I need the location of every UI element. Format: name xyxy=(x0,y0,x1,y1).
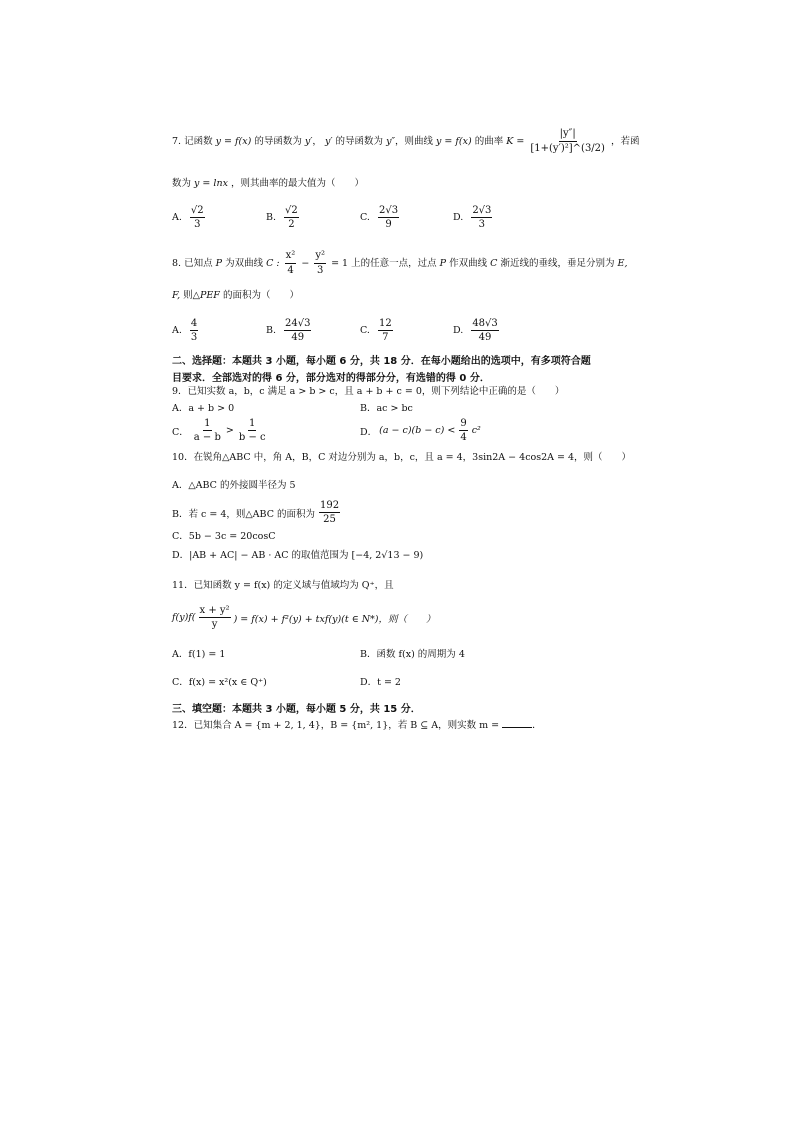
q10-option-d: D．|AB + AC| − AB · AC 的取值范围为 [−4, 2√13 − 9) xyxy=(172,550,424,561)
q11-equation: f(y)f( $\frac{\text{x + y²}}{y}$ ) = f(x) + f²(y) + txf(y)(t ∈ N*)，则（ ） xyxy=(172,605,436,630)
q8-line2: F, 则△PEF 的面积为（ ） xyxy=(172,290,299,301)
q7-option-d: D. $\frac{2√3}{3}$ xyxy=(453,205,492,230)
section-2-heading-line1: 二、选择题：本题共 3 小题，每小题 6 分，共 18 分．在每小题给出的选项中，有多项符合题 xyxy=(172,356,591,367)
q10-option-b: B．若 c = 4，则△ABC 的面积为 $\frac{192}{25}$ xyxy=(172,500,340,525)
q11-option-a: A．f(1) = 1 xyxy=(172,649,226,660)
answer-blank[interactable] xyxy=(502,727,532,728)
q7-option-b: B. $\frac{√2}{2}$ xyxy=(266,205,298,230)
q10-option-a: A．△ABC 的外接圆半径为 5 xyxy=(172,480,296,491)
q11-option-b: B．函数 f(x) 的周期为 4 xyxy=(360,649,465,660)
q10-stem: 10．在锐角△ABC 中，角 A，B，C 对边分别为 a，b，c，且 a = 4，3sin2A − 4cos2A = 4，则（ ） xyxy=(172,452,632,463)
q7-option-c: C. $\frac{2√3}{9}$ xyxy=(360,205,399,230)
q9-stem: 9．已知实数 a，b，c 满足 a > b > c，且 a + b + c = 0，则下列结论中正确的是（ ） xyxy=(172,386,565,397)
q7-line2: 数为 y = lnx ，则其曲率的最大值为（ ） xyxy=(172,178,364,189)
curvature-fraction: $\frac{|y''|}{\text{[1+(y′)²]\textasciicircum{}(3/2)}}$ xyxy=(530,128,605,154)
q8-option-b: B. $\frac{24√3}{49}$ xyxy=(266,318,311,343)
q11-option-d: D．t = 2 xyxy=(360,677,401,688)
q7-line1: 7. 记函数 y = f(x) 的导函数为 y′， y′ 的导函数为 y″，则曲线 y = f(x) 的曲率 K = $\frac{|y''|}{\text{[1+(y′)²]\textasciicircum{}(3/2)}}$ ，若函 xyxy=(172,128,640,154)
q11-option-c: C．f(x) = x²(x ∈ Q⁺) xyxy=(172,677,267,688)
q9-option-a: A．a + b > 0 xyxy=(172,403,235,414)
q8-option-a: A. $\frac{4}{3}$ xyxy=(172,318,198,343)
q8-option-c: C. $\frac{12}{7}$ xyxy=(360,318,392,343)
q8-line1: 8. 已知点 P 为双曲线 C : $\frac{\text{x²}}{4}$ − $\frac{\text{y²}}{3}$ = 1 上的任意一点，过点 P 作双曲线 C 渐近线的垂线，垂足分别为 E, xyxy=(172,250,628,276)
q7-option-a: A. $\frac{√2}{3}$ xyxy=(172,205,204,230)
q10-option-c: C．5b − 3c = 20cosC xyxy=(172,531,276,542)
q11-stem: 11．已知函数 y = f(x) 的定义域与值域均为 Q⁺，且 xyxy=(172,580,394,591)
q9-option-b: B．ac > bc xyxy=(360,403,413,414)
q12-stem: 12．已知集合 A = {m + 2, 1, 4}，B = {m², 1}，若 B ⊆ A，则实数 m = ． xyxy=(172,720,542,731)
q9-option-d: D． (a − c)(b − c) < $\frac{9}{4}$ c² xyxy=(360,418,481,443)
section-2-heading-line2: 目要求．全部选对的得 6 分，部分选对的得部分分，有选错的得 0 分． xyxy=(172,373,490,384)
section-3-heading: 三、填空题：本题共 3 小题，每小题 5 分，共 15 分． xyxy=(172,704,421,715)
q9-option-c: C． $\frac{1}{a - b}$ > $\frac{1}{b - c}$ xyxy=(172,418,266,443)
q8-option-d: D. $\frac{48√3}{49}$ xyxy=(453,318,498,343)
